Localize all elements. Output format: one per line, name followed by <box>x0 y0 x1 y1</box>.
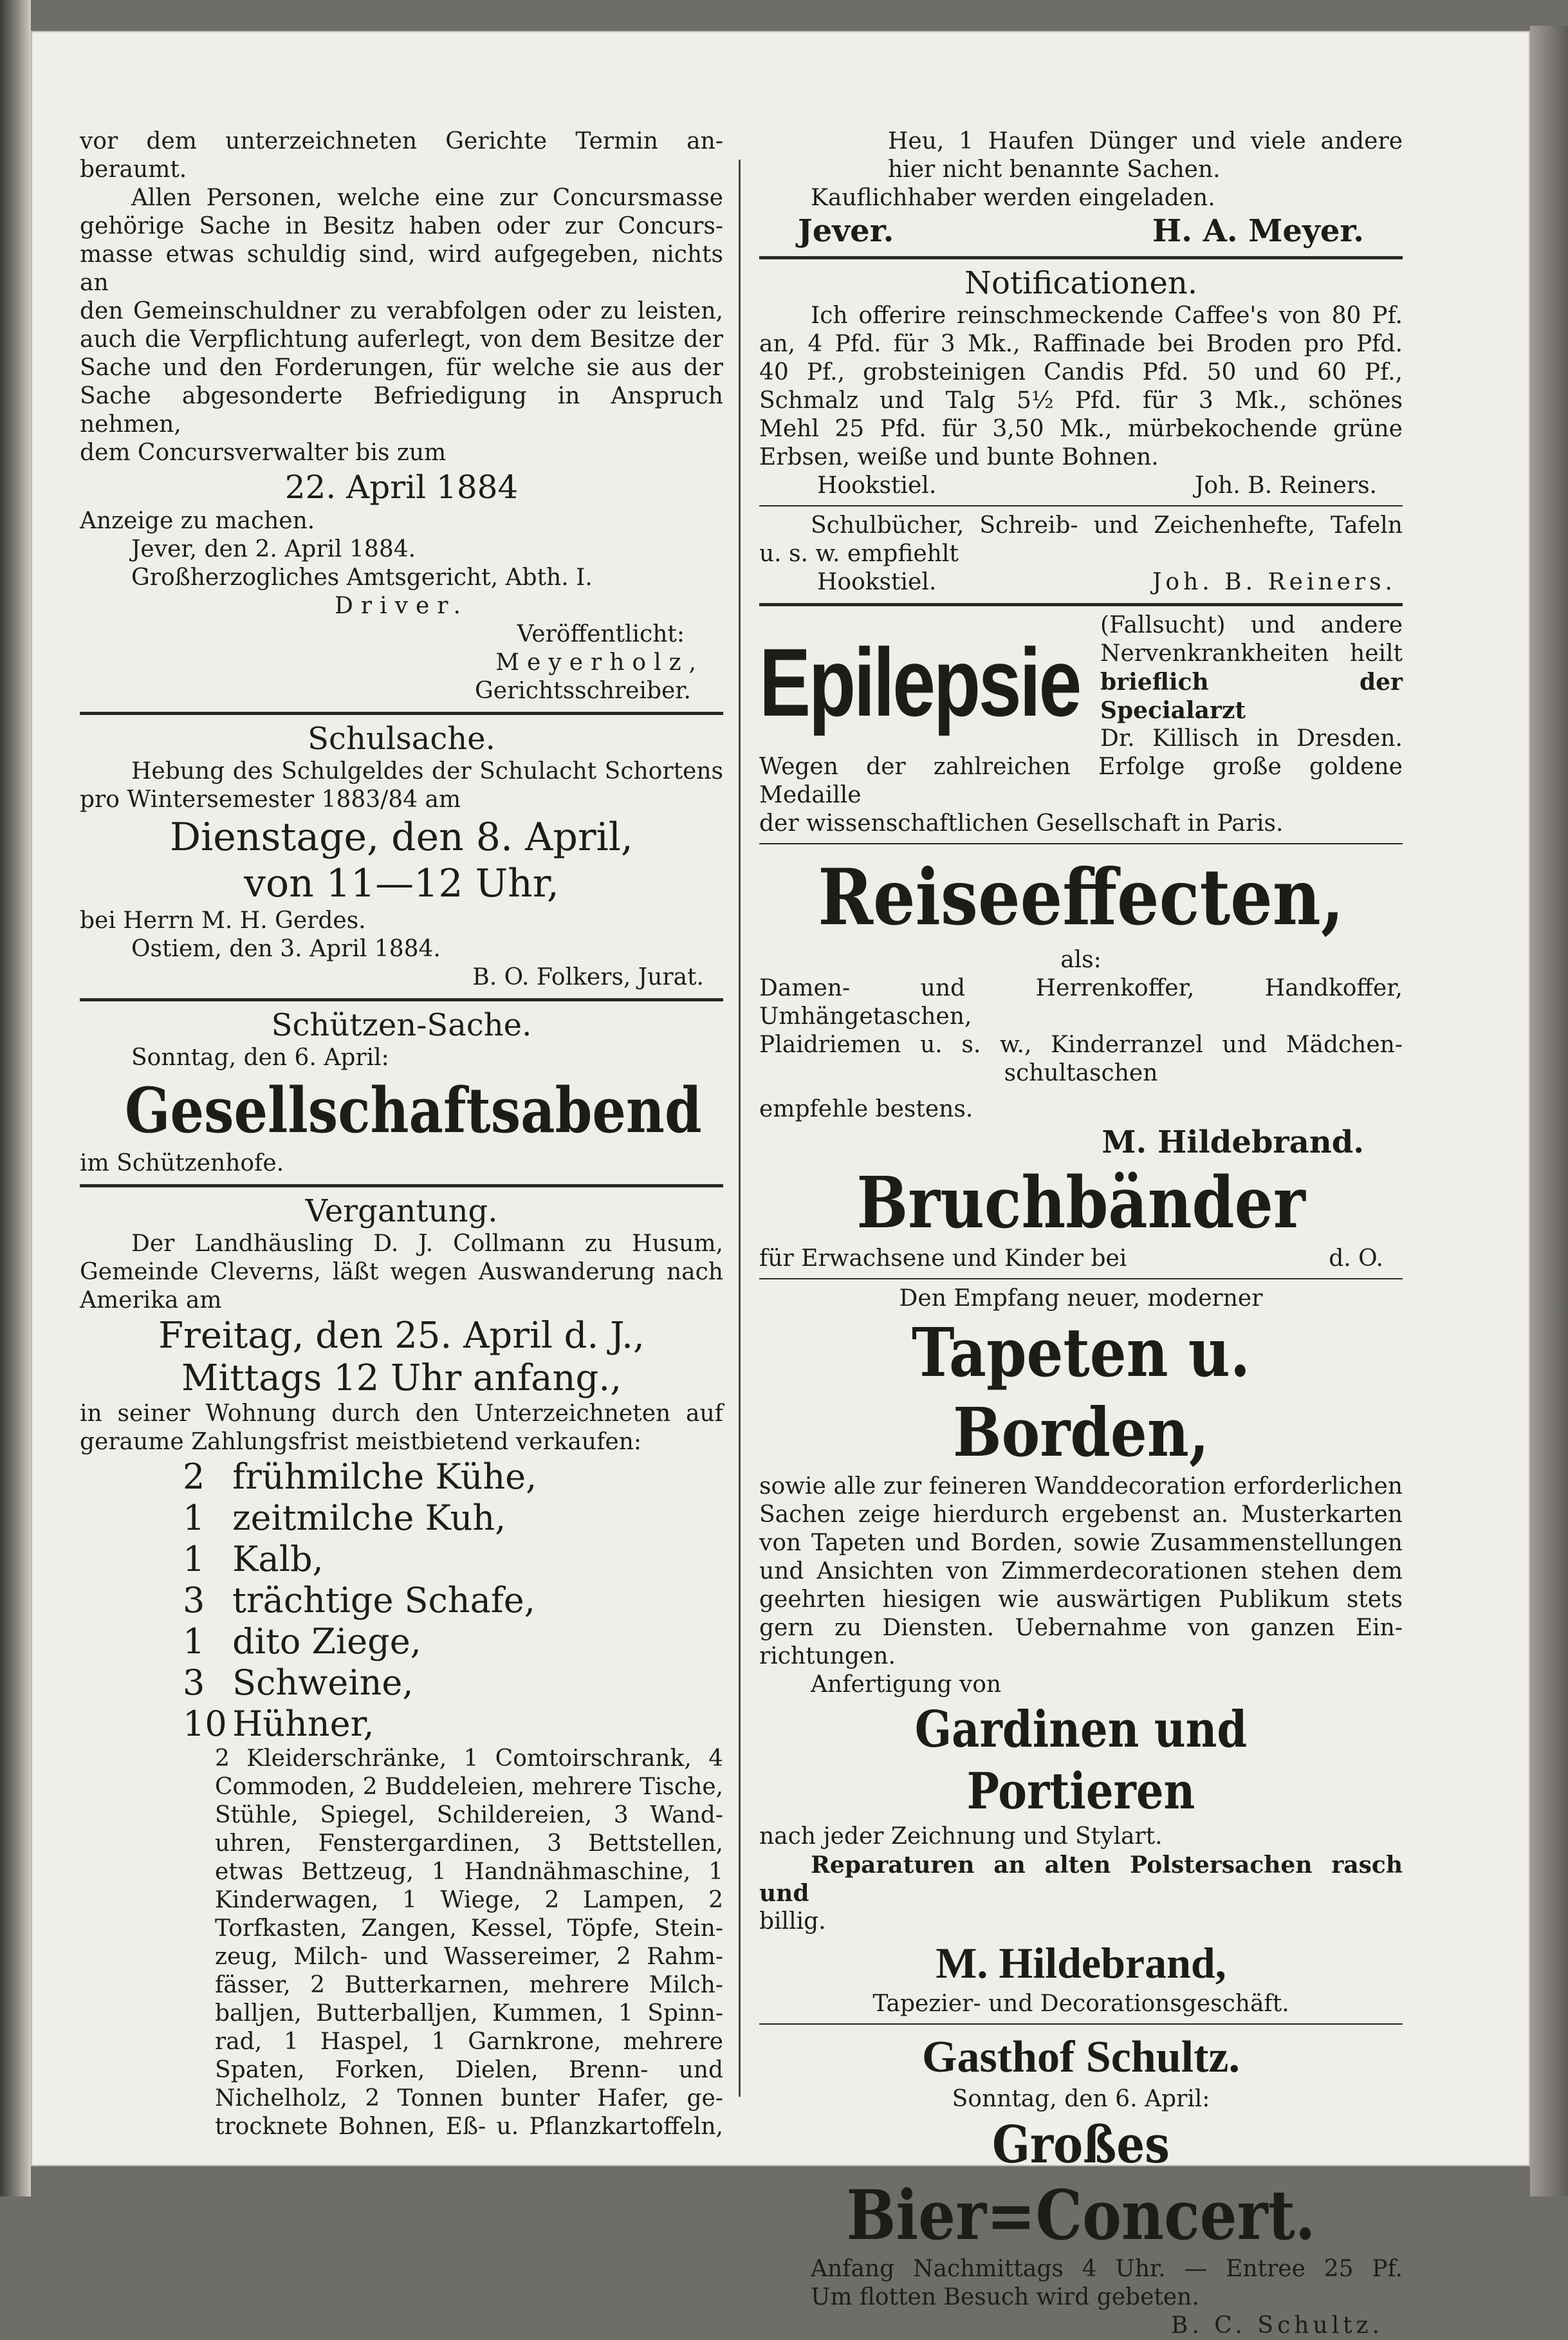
place-date: Jever, den 2. April 1884. <box>131 536 416 562</box>
signature: Joh. B. Reiners. <box>1194 472 1377 499</box>
column-divider <box>739 160 741 2097</box>
text-line: Den Empfang neuer, moderner <box>899 1285 1263 1312</box>
text-line: Sachen zeige hierdurch ergebenst an. Musterkarten <box>759 1501 1403 1528</box>
event-place: im Schützenhofe. <box>80 1150 284 1176</box>
text-line: vor dem unterzeichneten Gerichte Termin an- <box>80 128 723 154</box>
text-line: gehörige Sache in Besitz haben oder zur Concurs- <box>80 213 723 239</box>
text-line: Ich offerire reinschmeckende Caffee's von 80 Pf. <box>811 302 1403 329</box>
event-date: Sonntag, den 6. April: <box>952 2086 1210 2112</box>
signature: H. A. Meyer. <box>1152 213 1364 249</box>
page-edge <box>1530 26 1568 2196</box>
text-line: Der Landhäusling D. J. Collmann zu Husum, <box>131 1230 723 1257</box>
text-line: Um flotten Besuch wird gebeten. <box>811 2284 1199 2310</box>
text-line: 2 Kleiderschränke, 1 Comtoirschrank, 4 <box>215 1745 723 1772</box>
text-line: Schulbücher, Schreib- und Zeichenhefte, Tafeln <box>811 512 1403 539</box>
text-line: Anfang Nachmittags 4 Uhr. — Entree 25 Pf. <box>811 2256 1403 2282</box>
text-line: Commoden, 2 Buddeleien, mehrere Tische, <box>215 1774 723 1800</box>
text-line: pro Wintersemester 1883/84 am <box>80 786 461 813</box>
section-title: Schulsache. <box>308 721 495 757</box>
ad-display-title: Epilepsie <box>759 628 1080 736</box>
text-line: gern zu Diensten. Uebernahme von ganzen Ein- <box>759 1615 1403 1641</box>
section-rule <box>80 998 723 1001</box>
newspaper-page <box>31 31 1530 2339</box>
text-line: 40 Pf., grobsteinigen Candis Pfd. 50 und 60 Pf., <box>759 359 1403 385</box>
text-line: zeug, Milch- und Wassereimer, 2 Rahm- <box>215 1944 723 1970</box>
clerk-name: Meyerholz, <box>495 649 704 676</box>
ad-side-text <box>1100 611 1403 753</box>
signature: B. O. Folkers, Jurat. <box>472 964 704 990</box>
event-date: Sonntag, den 6. April: <box>131 1045 389 1071</box>
published-label: Veröffentlicht: <box>517 621 685 647</box>
text-line: Kinderwagen, 1 Wiege, 2 Lampen, 2 <box>215 1887 723 1913</box>
text-line: der wissenschaftlichen Gesellschaft in Paris. <box>759 810 1284 837</box>
section-rule <box>759 256 1403 259</box>
section-rule <box>80 712 723 715</box>
text-line: Nichelholz, 2 Tonnen bunter Hafer, ge- <box>215 2085 723 2112</box>
text-line: Allen Personen, welche eine zur Concursmasse <box>131 185 723 211</box>
text-line: trocknete Bohnen, Eß- u. Pflanzkartoffeln, <box>215 2113 723 2140</box>
clerk-title: Gerichtsschreiber. <box>475 678 691 704</box>
text-line: schultaschen <box>1004 1060 1158 1086</box>
text-line: auch die Verpflichtung auferlegt, von dem Besitze der <box>80 326 723 353</box>
section-rule <box>759 2023 1403 2025</box>
firm-trade: Tapezier- und Decorationsgeschäft. <box>872 1991 1289 2017</box>
list-item: 3 trächtige Schafe, <box>183 1580 535 1620</box>
left-column <box>80 127 723 2141</box>
text-line: fässer, 2 Butterkarnen, mehrere Milch- <box>215 1972 723 1998</box>
signature-row <box>759 1245 1403 1273</box>
firm-name: M. Hildebrand, <box>936 1938 1226 1987</box>
text-line: etwas Bettzeug, 1 Handnähmaschine, 1 <box>215 1859 723 1885</box>
text-line: Damen- und Herrenkoffer, Handkoffer, Umhängetaschen, <box>759 975 1403 1030</box>
section-rule <box>759 843 1403 844</box>
text-line: richtungen. <box>759 1643 896 1669</box>
text-line: Sache und den Forderungen, für welche sie aus der <box>80 355 723 381</box>
place-name: Hookstiel. <box>817 472 937 499</box>
livestock-list <box>80 1456 723 1745</box>
section-rule <box>759 505 1403 506</box>
book-binding <box>0 0 31 2196</box>
text-line: rad, 1 Haspel, 1 Garnkrone, mehrere <box>215 2029 723 2055</box>
signature-row <box>759 568 1403 597</box>
text-line: Stühle, Spiegel, Schildereien, 3 Wand- <box>215 1802 723 1828</box>
ad-display-title: Tapeten u. Borden, <box>912 1313 1250 1472</box>
place-date: Ostiem, den 3. April 1884. <box>131 936 441 962</box>
signature-row <box>759 212 1403 250</box>
text-line: Anzeige zu machen. <box>80 508 315 534</box>
section-title: Vergantung. <box>305 1193 498 1229</box>
text-line: u. s. w. empfiehlt <box>759 541 959 567</box>
text-line: Hebung des Schulgeldes der Schulacht Schortens <box>131 758 723 785</box>
signature: M. Hildebrand. <box>1102 1124 1364 1160</box>
text-line: sowie alle zur feineren Wanddecoration erforderlichen <box>759 1473 1403 1500</box>
auction-date: Freitag, den 25. April d. J., <box>158 1315 645 1357</box>
list-item: 3 Schweine, <box>183 1662 414 1703</box>
text-line: in seiner Wohnung durch den Unterzeichneten auf <box>80 1400 723 1427</box>
text-line: Kauflichhaber werden eingeladen. <box>811 185 1215 211</box>
text-line: Spaten, Forken, Dielen, Brenn- und <box>215 2057 723 2083</box>
text-line: balljen, Butterballjen, Kummen, 1 Spinn- <box>215 2000 723 2027</box>
text-line: beraumt. <box>80 156 187 183</box>
text-line: masse etwas schuldig sind, wird aufgegeben, nichts an <box>80 241 723 296</box>
text-line: an, 4 Pfd. für 3 Mk., Raffinade bei Broden pro Pfd. <box>759 331 1403 357</box>
judge-name: Driver. <box>335 593 468 619</box>
right-column <box>759 127 1403 2340</box>
text-line: den Gemeinschuldner zu verabfolgen oder zu leisten, <box>80 298 723 324</box>
signature-row <box>759 472 1403 500</box>
section-rule <box>759 1278 1403 1279</box>
text-line: empfehle bestens. <box>759 1096 973 1122</box>
text-line: Schmalz und Talg 5½ Pfd. für 3 Mk., schönes <box>759 387 1403 414</box>
text-line: Heu, 1 Haufen Dünger und viele andere <box>888 128 1403 154</box>
list-item: 1 dito Ziege, <box>183 1621 421 1662</box>
place-name: Hookstiel. <box>817 569 937 595</box>
household-items <box>80 1745 723 2141</box>
text-line: uhren, Fenstergardinen, 3 Bettstellen, <box>215 1830 723 1857</box>
text-line: dem Concursverwalter bis zum <box>80 440 447 466</box>
text-line: Sache abgesonderte Befriedigung in Anspruch nehmen, <box>80 383 723 438</box>
section-title: Notificationen. <box>964 265 1198 301</box>
event-date: Dienstage, den 8. April, <box>170 815 633 860</box>
text-line: nach jeder Zeichnung und Stylart. <box>759 1823 1163 1850</box>
ad-subtitle: Gardinen und Portieren <box>914 1700 1248 1821</box>
event-display-title: Gesellschaftsabend <box>125 1074 702 1147</box>
text-line: und Ansichten von Zimmerdecorationen stehen dem <box>759 1558 1403 1584</box>
text-line: brieflich der Specialarzt <box>1100 669 1403 724</box>
text-line: Wegen der zahlreichen Erfolge große goldene Medaille <box>759 754 1403 808</box>
signature: Joh. B. Reiners. <box>1152 569 1396 595</box>
text-line: Dr. Killisch in Dresden. <box>1100 725 1403 752</box>
text-line: Plaidriemen u. s. w., Kinderranzel und Mädchen- <box>759 1032 1403 1058</box>
section-rule <box>80 1184 723 1187</box>
text-line: bei Herrn M. H. Gerdes. <box>80 907 366 934</box>
text-line: Erbsen, weiße und bunte Bohnen. <box>759 444 1159 470</box>
text-line: Nervenkrankheiten heilt <box>1100 640 1403 667</box>
ad-display-title: Bruchbänder <box>856 1161 1305 1244</box>
section-title: Schützen-Sache. <box>271 1007 532 1043</box>
text-line: von Tapeten und Borden, sowie Zusammenstellungen <box>759 1530 1403 1556</box>
text-line: Anfertigung von <box>811 1671 1002 1698</box>
epilepsie-ad <box>759 611 1403 753</box>
text-line: Torfkasten, Zangen, Kessel, Töpfe, Stein- <box>215 1915 723 1942</box>
list-item: 10 Hühner, <box>183 1704 374 1744</box>
ad-display-title: Reiseeffecten, <box>818 852 1344 943</box>
auction-time: Mittags 12 Uhr anfang., <box>181 1357 622 1399</box>
deadline-date: 22. April 1884 <box>284 469 519 506</box>
text-line: (Fallsucht) und andere <box>1100 612 1403 638</box>
text-line: hier nicht benannte Sachen. <box>888 156 1221 183</box>
text-line: geraume Zahlungsfrist meistbietend verkaufen: <box>80 1429 642 1455</box>
text-line: billig. <box>759 1908 826 1935</box>
court-name: Großherzogliches Amtsgericht, Abth. I. <box>131 564 593 591</box>
text-line: Amerika am <box>80 1287 222 1314</box>
place-name: Jever. <box>798 213 894 249</box>
event-display-title: Bier=Concert. <box>846 2175 1316 2255</box>
list-item: 1 Kalb, <box>183 1539 324 1579</box>
event-time: von 11—12 Uhr, <box>244 861 559 906</box>
text-line: für Erwachsene und Kinder bei <box>759 1245 1127 1272</box>
text-line: Gemeinde Cleverns, läßt wegen Auswanderung nach <box>80 1259 723 1285</box>
text-line: als: <box>1060 947 1102 973</box>
section-rule <box>759 603 1403 606</box>
text-line: Mehl 25 Pfd. für 3,50 Mk., mürbekochende grüne <box>759 416 1403 442</box>
list-item: 2 frühmilche Kühe, <box>183 1456 537 1497</box>
list-item: 1 zeitmilche Kuh, <box>183 1498 506 1538</box>
signature: B. C. Schultz. <box>1170 2312 1383 2339</box>
text-line: geehrten hiesigen wie auswärtigen Publikum stets <box>759 1586 1403 1613</box>
signature: d. O. <box>1329 1245 1383 1272</box>
event-adjective: Großes <box>992 2114 1170 2175</box>
text-line: Reparaturen an alten Polstersachen rasch und <box>759 1852 1403 1907</box>
venue-name: Gasthof Schultz. <box>922 2032 1240 2082</box>
